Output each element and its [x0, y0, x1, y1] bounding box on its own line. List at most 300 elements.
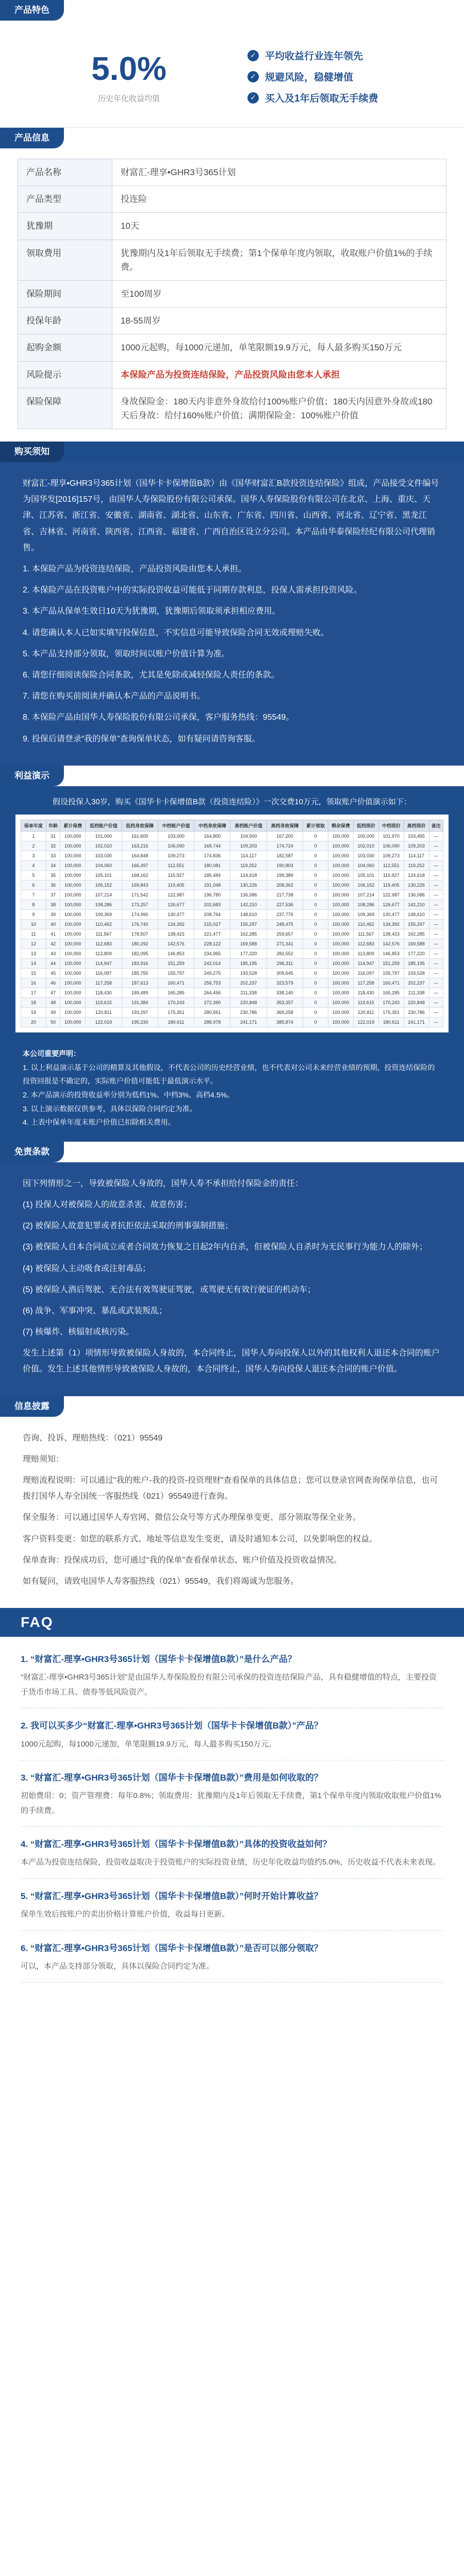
- exemption-paragraph: 因下列情形之一，导致被保险人身故的，国华人寿不承担给付保险金的责任：: [23, 1179, 304, 1188]
- highlight-item: [247, 48, 433, 62]
- table-cell: —: [429, 969, 443, 978]
- table-cell: 180,611: [378, 1018, 404, 1027]
- table-cell: 3: [21, 851, 46, 861]
- table-cell: 230,786: [404, 1008, 429, 1018]
- table-row: [21, 1008, 443, 1018]
- table-cell: 113,809: [86, 949, 122, 959]
- table-cell: 102,010: [353, 841, 378, 851]
- demo-note: 4. 上表中保单年度末账户价值已扣除相关费用。: [23, 1118, 175, 1127]
- exemption-paragraph: 发生上述第（1）项情形导致被保险人身故的，本合同终止，国华人寿向投保人以外的其他权利人退还本合同的账户价值。发生上述其他情形导致被保险人身故的，本合同终止，国华人寿向投保人退还本合同的账户价值。: [23, 1349, 440, 1374]
- demo-column-header: 低档账户价值: [86, 820, 122, 832]
- table-cell: 20: [21, 1018, 46, 1027]
- info-row: [18, 280, 446, 307]
- table-cell: 185,484: [194, 871, 230, 880]
- rate-caption: 历史年化收益均值: [97, 94, 160, 103]
- table-cell: 134,392: [158, 920, 194, 929]
- info-key: 产品名称: [18, 159, 112, 186]
- table-cell: 146,853: [378, 949, 404, 959]
- info-value: 本保险产品为投资连结保险，产品投资风险由您本人承担: [112, 361, 446, 388]
- table-cell: 117,258: [353, 978, 378, 988]
- table-cell: 49: [46, 1008, 60, 1018]
- table-cell: 107,214: [86, 890, 122, 900]
- info-row: [18, 361, 446, 388]
- table-cell: 112,551: [158, 861, 194, 871]
- exemption-section: [0, 1142, 464, 1396]
- table-cell: 119,252: [230, 861, 267, 871]
- table-cell: 130,226: [230, 880, 267, 890]
- table-cell: 138,423: [158, 929, 194, 939]
- table-cell: 228,122: [194, 939, 230, 949]
- info-row: [18, 186, 446, 213]
- table-cell: 174,724: [267, 841, 303, 851]
- purchase-paragraph: 1. 本保险产品为投资连结保险，产品投资风险由您本人承担。: [23, 565, 246, 573]
- table-cell: —: [429, 851, 443, 861]
- table-cell: 169,588: [230, 939, 267, 949]
- table-cell: 32: [46, 841, 60, 851]
- table-cell: 180,611: [158, 1018, 194, 1027]
- service-paragraph: 理赔流程说明：可以通过“我的账户-我的投资-投资理财”查看保单的具体信息；您可以登录官网查询保单信息，也可拨打国华人寿全国统一客服热线（021）95549进行查询。: [23, 1476, 438, 1501]
- table-row: [21, 988, 443, 998]
- table-cell: 237,776: [267, 910, 303, 920]
- info-key: 投保年龄: [18, 308, 112, 334]
- purchase-paragraph: 4. 请您确认本人已如实填写投保信息，不实信息可能导致保险合同无效或理赔失败。: [23, 628, 329, 637]
- table-cell: 101,000: [86, 832, 122, 841]
- table-cell: 109,369: [353, 910, 378, 920]
- table-cell: 100,000: [328, 929, 354, 939]
- table-cell: 385,874: [267, 1018, 303, 1027]
- faq-question: 6. “财富汇-理享•GHR3号365计划（国华卡卡保增值B款）”是否可以部分领取？: [21, 1943, 323, 1953]
- table-cell: 248,475: [267, 920, 303, 929]
- table-row: [21, 929, 443, 939]
- table-cell: 40: [46, 920, 60, 929]
- faq-answer: 本产品为投资连结保险，投资收益取决于投资账户的实际投资业绩，历史年化收益均值约5.0%，历史收益不代表未来表现。: [21, 1858, 441, 1867]
- demo-column-header: 累计领取: [303, 820, 328, 832]
- table-cell: 100,000: [328, 988, 354, 998]
- table-cell: 353,357: [267, 998, 303, 1008]
- table-cell: 50: [46, 1018, 60, 1027]
- table-cell: 100,000: [60, 880, 86, 890]
- info-key: 保险保障: [18, 388, 112, 429]
- purchase-paragraph: 5. 本产品支持部分领取，领取时间以账户价值计算为准。: [23, 649, 230, 658]
- faq-item: [21, 1931, 443, 1983]
- table-cell: 0: [303, 871, 328, 880]
- table-cell: 100,000: [60, 851, 86, 861]
- table-cell: 100,000: [328, 978, 354, 988]
- info-value: 投连险: [112, 186, 446, 213]
- table-cell: 167,200: [267, 832, 303, 841]
- table-cell: 142,576: [378, 939, 404, 949]
- table-cell: —: [429, 861, 443, 871]
- info-value: 10天: [112, 213, 446, 240]
- table-cell: 100,000: [328, 949, 354, 959]
- table-cell: 142,576: [158, 939, 194, 949]
- check-icon: ✓: [247, 92, 259, 104]
- check-icon: ✓: [247, 50, 259, 61]
- table-cell: —: [429, 959, 443, 969]
- table-cell: 162,285: [404, 929, 429, 939]
- table-cell: 191,384: [122, 998, 158, 1008]
- table-cell: 163,216: [122, 841, 158, 851]
- purchase-header: [0, 442, 464, 462]
- table-cell: 190,803: [267, 861, 303, 871]
- table-cell: 0: [303, 998, 328, 1008]
- service-header-title: 信息披露: [0, 1396, 64, 1417]
- table-cell: 124,618: [230, 871, 267, 880]
- table-cell: 16: [21, 978, 46, 988]
- table-cell: 39: [46, 910, 60, 920]
- info-header-title: 产品信息: [0, 128, 64, 148]
- info-value: 犹豫期内及1年后领取无手续费；第1个保单年度内领取，收取账户价值1%的手续费。: [112, 240, 446, 280]
- table-cell: 264,456: [194, 988, 230, 998]
- table-cell: 180,292: [122, 939, 158, 949]
- purchase-paragraph: 8. 本保险产品由国华人寿保险股份有限公司承保，客户服务热线：95549。: [23, 713, 294, 722]
- highlight-text: 平均收益行业连年领先: [265, 51, 363, 62]
- info-row: [18, 159, 446, 186]
- table-cell: 208,764: [194, 910, 230, 920]
- table-cell: 173,257: [122, 900, 158, 910]
- table-cell: —: [429, 832, 443, 841]
- table-cell: 100,000: [328, 861, 354, 871]
- purchase-paragraph: 财富汇-理享•GHR3号365计划（国华卡卡保增值B款）由《国华财富汇B款投资连结保险》组成，产品接受文件编号为国华发[2016]157号，由国华人寿保险股份有限公司承保。国华人寿保险股份有限公司在北京、上海、重庆、天津、江苏省、浙江省、安徽省、湖南省、湖北省、山东省、广东省、四川省、山西省、河北省、辽宁省、黑龙江省、吉林省、河南省、陕西省、江西省、福建省、广西自治区设立分公司。本产品由华泰保险经纪有限公司代理销售。: [23, 479, 439, 552]
- table-cell: 108,286: [86, 900, 122, 910]
- table-cell: 34: [46, 861, 60, 871]
- purchase-header-title: 购买须知: [0, 442, 64, 462]
- info-row: [18, 334, 446, 361]
- table-cell: 108,286: [353, 900, 378, 910]
- table-cell: 4: [21, 861, 46, 871]
- purchase-paragraph: 3. 本产品从保单生效日10天为犹豫期，犹豫期后领取须承担相应费用。: [23, 607, 280, 616]
- table-cell: 19: [21, 1008, 46, 1018]
- table-cell: 165,285: [158, 988, 194, 998]
- table-cell: 100,000: [60, 1008, 86, 1018]
- table-cell: 136,086: [404, 890, 429, 900]
- table-row: [21, 871, 443, 880]
- table-cell: 37: [46, 890, 60, 900]
- table-row: [21, 949, 443, 959]
- demo-column-header: 年龄: [46, 820, 60, 832]
- table-cell: 103,000: [158, 832, 194, 841]
- demo-column-header: 剩余保费: [328, 820, 354, 832]
- table-cell: 182,587: [267, 851, 303, 861]
- table-cell: 0: [303, 890, 328, 900]
- highlight-item: [247, 91, 433, 105]
- table-cell: 117,258: [86, 978, 122, 988]
- table-row: [21, 832, 443, 841]
- table-cell: —: [429, 920, 443, 929]
- service-paragraph: 如有疑问，请致电国华人寿客服热线（021）95549，我们将竭诚为您服务。: [23, 1577, 299, 1586]
- table-row: [21, 880, 443, 890]
- table-row: [21, 959, 443, 969]
- service-section: [0, 1396, 464, 1608]
- table-cell: 160,471: [158, 978, 194, 988]
- table-cell: 100,000: [60, 871, 86, 880]
- table-cell: 106,152: [86, 880, 122, 890]
- table-cell: 183,916: [122, 959, 158, 969]
- exemption-header-title: 免责条款: [0, 1142, 64, 1162]
- table-cell: 202,237: [230, 978, 267, 988]
- table-cell: 271,341: [267, 939, 303, 949]
- faq-item: [21, 1760, 443, 1827]
- table-cell: 185,195: [230, 959, 267, 969]
- table-cell: —: [429, 1018, 443, 1027]
- table-cell: 7: [21, 890, 46, 900]
- table-cell: 234,965: [194, 949, 230, 959]
- highlight-text: 规避风险，稳健增值: [265, 72, 354, 83]
- table-cell: 196,780: [194, 890, 230, 900]
- table-cell: 189,489: [122, 988, 158, 998]
- table-cell: 119,615: [86, 998, 122, 1008]
- info-row: [18, 240, 446, 280]
- table-cell: 174,990: [122, 910, 158, 920]
- table-cell: —: [429, 978, 443, 988]
- table-cell: 14: [21, 959, 46, 969]
- table-cell: 142,210: [230, 900, 267, 910]
- table-cell: 249,275: [194, 969, 230, 978]
- table-cell: 115,927: [378, 871, 404, 880]
- table-cell: 155,297: [404, 920, 429, 929]
- table-cell: 138,423: [378, 929, 404, 939]
- exemption-paragraph: (5) 被保险人酒后驾驶、无合法有效驾驶证驾驶，或驾驶无有效行驶证的机动车；: [23, 1285, 316, 1294]
- table-cell: 369,258: [267, 1008, 303, 1018]
- table-cell: 170,243: [378, 998, 404, 1008]
- demo-header: [0, 766, 464, 786]
- table-cell: 100,000: [328, 959, 354, 969]
- faq-item: [21, 1708, 443, 1760]
- exemption-paragraph: (2) 被保险人故意犯罪或者抗拒依法采取的刑事强制措施；: [23, 1222, 234, 1231]
- table-cell: 104,060: [86, 861, 122, 871]
- table-cell: 151,259: [158, 959, 194, 969]
- info-table-wrap: [0, 148, 464, 442]
- table-cell: 116,097: [86, 969, 122, 978]
- table-cell: 106,152: [353, 880, 378, 890]
- table-cell: 100,000: [60, 939, 86, 949]
- table-cell: 211,338: [230, 988, 267, 998]
- table-row: [21, 910, 443, 920]
- purchase-paragraph: 2. 本保险产品在投资账户中的实际投资收益可能低于同期存款利息，投保人需承担投资风险。: [23, 586, 362, 595]
- table-cell: 101,970: [378, 832, 404, 841]
- table-row: [21, 920, 443, 929]
- table-row: [21, 969, 443, 978]
- purchase-section: [0, 442, 464, 766]
- info-value: 身故保险金：180天内非意外身故给付100%账户价值；180天内因意外身故或180天后身故：给付160%账户价值；满期保险金：100%账户价值: [112, 388, 446, 429]
- purchase-paragraph: 9. 投保后请登录“我的保单”查询保单状态，如有疑问请咨询客服。: [23, 734, 260, 743]
- table-cell: 122,987: [378, 890, 404, 900]
- table-cell: 0: [303, 988, 328, 998]
- table-cell: 0: [303, 959, 328, 969]
- table-cell: 168,162: [122, 871, 158, 880]
- rate-value: 5.0%: [91, 50, 167, 87]
- demo-column-header: 高档身故保障: [267, 820, 303, 832]
- table-cell: 100,000: [328, 832, 354, 841]
- table-cell: 42: [46, 939, 60, 949]
- table-cell: 162,285: [230, 929, 267, 939]
- demo-table-wrap: [15, 815, 449, 1032]
- table-cell: 118,430: [86, 988, 122, 998]
- table-cell: 130,226: [404, 880, 429, 890]
- table-cell: 221,477: [194, 929, 230, 939]
- table-cell: 165,285: [378, 988, 404, 998]
- info-row: [18, 388, 446, 429]
- service-paragraph: 保全服务：可以通过国华人寿官网、微信公众号等方式办理保单变更、部分领取等保全业务。: [23, 1513, 361, 1522]
- info-key: 起购金额: [18, 334, 112, 361]
- table-cell: 110,462: [86, 920, 122, 929]
- table-cell: 0: [303, 851, 328, 861]
- faq-question: 5. “财富汇-理享•GHR3号365计划（国华卡卡保增值B款）”何时开始计算收益？: [21, 1891, 323, 1901]
- purchase-paragraph: 7. 请您在购买前阅读并确认本产品的产品说明书。: [23, 692, 205, 701]
- table-cell: 296,311: [267, 959, 303, 969]
- table-cell: 155,797: [158, 969, 194, 978]
- faq-answer: 可以，本产品支持部分领取，具体以保险合同约定为准。: [21, 1961, 214, 1971]
- table-cell: 100,000: [60, 900, 86, 910]
- exemption-header: [0, 1142, 464, 1162]
- table-cell: 272,390: [194, 998, 230, 1008]
- faq-list: [0, 1637, 464, 2003]
- info-value: 1000元起购，每1000元递加，单笔限额19.9万元，每人最多购买150万元: [112, 334, 446, 361]
- table-cell: 169,744: [194, 841, 230, 851]
- info-key: 产品类型: [18, 186, 112, 213]
- table-cell: 35: [46, 871, 60, 880]
- table-cell: 161,600: [122, 832, 158, 841]
- demo-section: [0, 766, 464, 1142]
- table-cell: 0: [303, 900, 328, 910]
- faq-question: 1. “财富汇-理享•GHR3号365计划（国华卡卡保增值B款）”是什么产品？: [21, 1654, 296, 1665]
- table-cell: 199,389: [267, 871, 303, 880]
- table-cell: 191,048: [194, 880, 230, 890]
- table-cell: 100,000: [60, 841, 86, 851]
- demo-column-header: 中档账户价值: [158, 820, 194, 832]
- table-cell: 103,030: [353, 851, 378, 861]
- table-cell: 164,848: [122, 851, 158, 861]
- highlights-body: [0, 21, 464, 128]
- demo-note: 1. 以上利益演示基于公司的精算及其他假设，不代表公司的历史经营业绩，也不代表对公司未来经营业绩的预期，投资连结保险的投资回报是不确定的，实际账户价值可能低于最低演示水平。: [23, 1063, 435, 1086]
- table-cell: 100,000: [60, 949, 86, 959]
- table-row: [21, 978, 443, 988]
- table-cell: 109,203: [404, 841, 429, 851]
- table-cell: 0: [303, 929, 328, 939]
- demo-column-header: 高档现价: [404, 820, 429, 832]
- table-cell: 242,014: [194, 959, 230, 969]
- table-cell: 119,405: [378, 880, 404, 890]
- info-key: 领取费用: [18, 240, 112, 280]
- table-cell: 100,000: [60, 998, 86, 1008]
- table-cell: 112,683: [353, 939, 378, 949]
- table-cell: 100,000: [328, 900, 354, 910]
- table-cell: 100,000: [353, 832, 378, 841]
- table-cell: 323,579: [267, 978, 303, 988]
- table-cell: 100,000: [60, 978, 86, 988]
- purchase-paragraph: 6. 请您仔细阅读保险合同条款，尤其是免除或减轻保险人责任的条款。: [23, 670, 279, 680]
- table-cell: 130,477: [378, 910, 404, 920]
- table-cell: 0: [303, 861, 328, 871]
- table-cell: 100,000: [60, 861, 86, 871]
- table-cell: 241,171: [230, 1018, 267, 1027]
- table-cell: 130,477: [158, 910, 194, 920]
- table-cell: 100,000: [60, 959, 86, 969]
- table-cell: 126,677: [158, 900, 194, 910]
- table-cell: 106,090: [378, 841, 404, 851]
- table-cell: 100,000: [328, 920, 354, 929]
- info-row: [18, 213, 446, 240]
- demo-intro: 假设投保人30岁，购买《国华卡卡保增值B款（投资连结险）》一次交费10万元，领取账户价值演示如下：: [53, 797, 411, 806]
- table-cell: 110,462: [353, 920, 378, 929]
- table-cell: 175,351: [378, 1008, 404, 1018]
- demo-note: 2. 本产品演示的投资收益率分别为低档1%、中档3%、高档4.5%。: [23, 1090, 234, 1099]
- table-cell: —: [429, 1008, 443, 1018]
- table-cell: 114,117: [404, 851, 429, 861]
- info-table: [18, 159, 446, 429]
- table-cell: 148,610: [404, 910, 429, 920]
- highlights-section: [0, 0, 464, 128]
- table-cell: —: [429, 841, 443, 851]
- demo-notes: [0, 1042, 464, 1142]
- table-cell: 309,645: [267, 969, 303, 978]
- table-cell: 18: [21, 998, 46, 1008]
- table-cell: 288,978: [194, 1018, 230, 1027]
- table-cell: 177,220: [230, 949, 267, 959]
- rate-block: [31, 49, 227, 104]
- table-cell: 112,551: [378, 861, 404, 871]
- table-cell: 136,086: [230, 890, 267, 900]
- table-cell: 148,610: [230, 910, 267, 920]
- table-row: [21, 998, 443, 1008]
- table-cell: 280,561: [194, 1008, 230, 1018]
- table-cell: 43: [46, 949, 60, 959]
- table-cell: 10: [21, 920, 46, 929]
- exemption-paragraph: (1) 投保人对被保险人的故意杀害、故意伤害；: [23, 1200, 192, 1209]
- table-cell: —: [429, 910, 443, 920]
- table-cell: 142,210: [404, 900, 429, 910]
- info-key: 犹豫期: [18, 213, 112, 240]
- info-value: 财富汇-理享•GHR3号365计划: [112, 159, 446, 186]
- table-cell: 171,542: [122, 890, 158, 900]
- demo-column-header: 低档现价: [353, 820, 378, 832]
- table-cell: 174,836: [194, 851, 230, 861]
- table-cell: 185,195: [404, 959, 429, 969]
- exemption-paragraph: (7) 核爆炸、核辐射或核污染。: [23, 1328, 135, 1337]
- table-cell: 114,117: [230, 851, 267, 861]
- table-cell: 13: [21, 949, 46, 959]
- demo-header-title: 利益演示: [0, 766, 64, 786]
- table-cell: 193,528: [230, 969, 267, 978]
- faq-answer: “财富汇-理享•GHR3号365计划”是由国华人寿保险股份有限公司承保的投资连结保险产品，具有稳健增值的特点，主要投资于货币市场工具、债券等低风险资产。: [21, 1673, 437, 1697]
- table-cell: 38: [46, 900, 60, 910]
- table-cell: —: [429, 939, 443, 949]
- table-cell: 116,097: [353, 969, 378, 978]
- table-cell: 47: [46, 988, 60, 998]
- table-cell: 100,000: [328, 1008, 354, 1018]
- table-cell: 112,683: [86, 939, 122, 949]
- table-cell: 113,809: [353, 949, 378, 959]
- service-paragraph: 咨询、投诉、理赔热线：（021）95549: [23, 1433, 163, 1443]
- faq-section: [0, 1608, 464, 2003]
- table-cell: 114,947: [86, 959, 122, 969]
- table-cell: —: [429, 929, 443, 939]
- table-cell: 220,848: [404, 998, 429, 1008]
- demo-note: 3. 以上演示数据仅供参考，具体以保险合同约定为准。: [23, 1104, 197, 1113]
- table-cell: 283,552: [267, 949, 303, 959]
- table-cell: 33: [46, 851, 60, 861]
- faq-answer: 初始费用：0；资产管理费：每年0.8%；领取费用：犹豫期内及1年后领取无手续费，第1个保单年度内领取收取账户价值1%的手续费。: [21, 1791, 441, 1815]
- table-cell: 176,740: [122, 920, 158, 929]
- table-cell: 100,000: [328, 939, 354, 949]
- table-cell: 202,683: [194, 900, 230, 910]
- info-value: 至100周岁: [112, 280, 446, 307]
- demo-column-header: 低档身故保障: [122, 820, 158, 832]
- table-cell: 187,613: [122, 978, 158, 988]
- faq-answer: 保单生效后按账户的卖出价格计算账户价值，收益每日更新。: [21, 1910, 230, 1919]
- table-cell: 0: [303, 841, 328, 851]
- table-cell: 114,947: [353, 959, 378, 969]
